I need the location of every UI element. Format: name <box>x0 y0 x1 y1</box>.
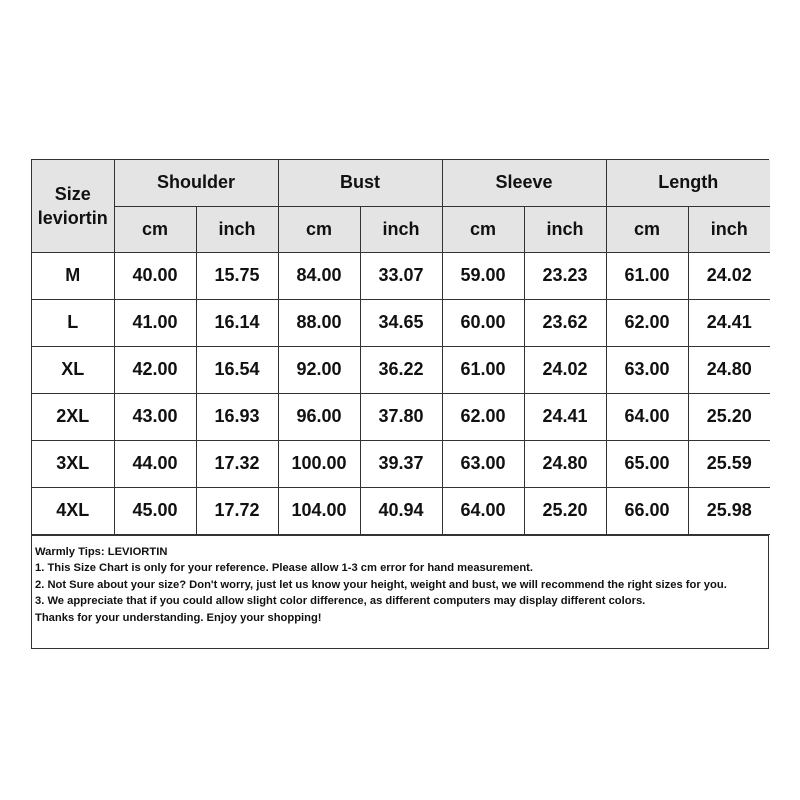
table-cell: 96.00 <box>278 393 360 440</box>
tips-section <box>32 535 768 649</box>
table-cell: 63.00 <box>606 346 688 393</box>
table-cell: 24.02 <box>688 252 770 299</box>
table-cell: 84.00 <box>278 252 360 299</box>
size-cell: 3XL <box>32 440 114 487</box>
table-cell: 23.23 <box>524 252 606 299</box>
table-cell: 37.80 <box>360 393 442 440</box>
table-cell: 62.00 <box>442 393 524 440</box>
tip-line: 1. This Size Chart is only for your reference. Please allow 1-3 cm error for hand measurement. <box>35 562 534 575</box>
table-cell: 64.00 <box>442 487 524 534</box>
unit-header-cell: inch <box>524 206 606 252</box>
tip-line: 3. We appreciate that if you could allow slight color difference, as different computers may display different colors. <box>35 595 646 608</box>
table-cell: 15.75 <box>196 252 278 299</box>
size-cell: 4XL <box>32 487 114 534</box>
table-cell: 23.62 <box>524 299 606 346</box>
table-cell: 16.14 <box>196 299 278 346</box>
table-cell: 42.00 <box>114 346 196 393</box>
table-cell: 59.00 <box>442 252 524 299</box>
table-cell: 41.00 <box>114 299 196 346</box>
table-cell: 61.00 <box>442 346 524 393</box>
table-cell: 36.22 <box>360 346 442 393</box>
table-cell: 24.80 <box>688 346 770 393</box>
table-cell: 40.94 <box>360 487 442 534</box>
table-cell: 60.00 <box>442 299 524 346</box>
group-header-sleeve: Sleeve <box>442 160 606 206</box>
table-cell: 62.00 <box>606 299 688 346</box>
table-cell: 16.93 <box>196 393 278 440</box>
table-cell: 43.00 <box>114 393 196 440</box>
tips-title: Warmly Tips: LEVIORTIN <box>35 545 168 558</box>
tip-line: 2. Not Sure about your size? Don't worry, just let us know your height, weight and bust, we will recommend the right sizes for you. <box>35 578 727 591</box>
table-cell: 100.00 <box>278 440 360 487</box>
size-cell: 2XL <box>32 393 114 440</box>
group-header-bust: Bust <box>278 160 442 206</box>
table-row <box>32 346 770 393</box>
unit-header-cell: cm <box>606 206 688 252</box>
table-cell: 25.20 <box>688 393 770 440</box>
unit-header-cell: inch <box>688 206 770 252</box>
size-table <box>32 160 770 535</box>
unit-header-row <box>32 206 770 252</box>
table-cell: 34.65 <box>360 299 442 346</box>
group-header-row <box>32 160 770 206</box>
table-row <box>32 487 770 534</box>
table-cell: 61.00 <box>606 252 688 299</box>
unit-header-cell: inch <box>360 206 442 252</box>
table-row <box>32 393 770 440</box>
table-cell: 17.32 <box>196 440 278 487</box>
group-header-shoulder: Shoulder <box>114 160 278 206</box>
size-cell: L <box>32 299 114 346</box>
table-cell: 104.00 <box>278 487 360 534</box>
size-chart <box>31 159 769 649</box>
size-header-line1: Size <box>54 183 91 204</box>
table-cell: 45.00 <box>114 487 196 534</box>
table-cell: 88.00 <box>278 299 360 346</box>
size-cell: M <box>32 252 114 299</box>
table-cell: 64.00 <box>606 393 688 440</box>
size-cell: XL <box>32 346 114 393</box>
table-cell: 44.00 <box>114 440 196 487</box>
table-cell: 65.00 <box>606 440 688 487</box>
table-cell: 25.98 <box>688 487 770 534</box>
table-row <box>32 440 770 487</box>
size-header-line2: leviortin <box>37 207 108 228</box>
table-cell: 16.54 <box>196 346 278 393</box>
table-cell: 17.72 <box>196 487 278 534</box>
table-cell: 39.37 <box>360 440 442 487</box>
table-cell: 24.02 <box>524 346 606 393</box>
table-cell: 24.80 <box>524 440 606 487</box>
table-cell: 63.00 <box>442 440 524 487</box>
table-cell: 24.41 <box>688 299 770 346</box>
unit-header-cell: inch <box>196 206 278 252</box>
table-cell: 66.00 <box>606 487 688 534</box>
unit-header-cell: cm <box>278 206 360 252</box>
table-cell: 33.07 <box>360 252 442 299</box>
group-header-length: Length <box>606 160 770 206</box>
table-cell: 40.00 <box>114 252 196 299</box>
table-cell: 25.59 <box>688 440 770 487</box>
unit-header-cell: cm <box>114 206 196 252</box>
unit-header-cell: cm <box>442 206 524 252</box>
table-cell: 24.41 <box>524 393 606 440</box>
table-row <box>32 299 770 346</box>
size-header-cell <box>32 160 114 252</box>
table-row <box>32 252 770 299</box>
table-cell: 25.20 <box>524 487 606 534</box>
tips-closing: Thanks for your understanding. Enjoy your shopping! <box>35 611 322 624</box>
table-cell: 92.00 <box>278 346 360 393</box>
